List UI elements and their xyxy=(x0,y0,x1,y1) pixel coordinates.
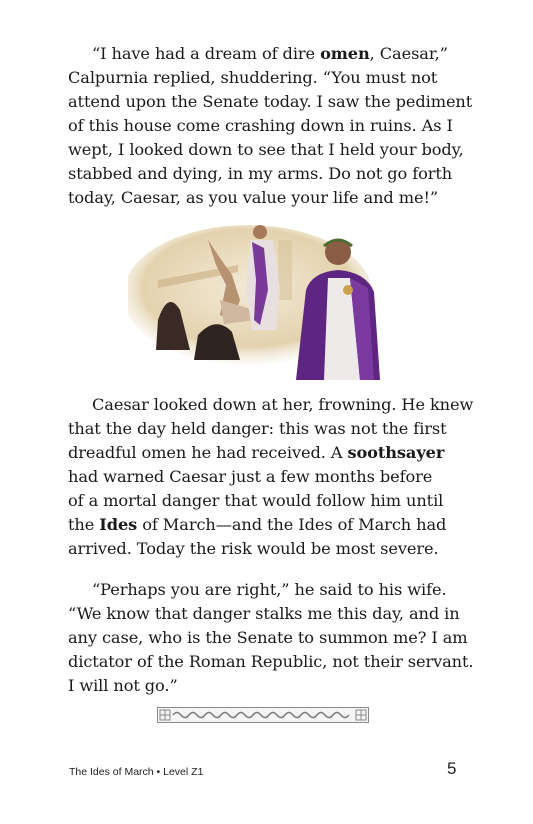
text-line: “Perhaps you are right,” he said to his wife. xyxy=(92,580,447,599)
text-line: dreadful omen he had received. A soothsayer xyxy=(68,443,445,462)
caesar-illustration xyxy=(128,220,398,385)
ornamental-divider xyxy=(157,707,369,723)
paragraph-caesar-frowning xyxy=(68,393,488,561)
text-line: dictator of the Roman Republic, not their servant. xyxy=(68,652,474,671)
text-line: “I have had a dream of dire omen, Caesar,” xyxy=(92,44,448,63)
text-line: Caesar looked down at her, frowning. He knew xyxy=(92,395,474,414)
text-line: of this house come crashing down in ruins. As I xyxy=(68,116,453,135)
text-line: any case, who is the Senate to summon me? I am xyxy=(68,628,468,647)
text-line: Calpurnia replied, shuddering. “You must not xyxy=(68,68,438,87)
text-line: “We know that danger stalks me this day, and in xyxy=(68,604,460,623)
paragraph-calpurnia-dream xyxy=(68,42,488,210)
paragraph-caesar-reply xyxy=(68,578,488,698)
text-line: the Ides of March—and the Ides of March had xyxy=(68,515,447,534)
text-line: wept, I looked down to see that I held your body, xyxy=(68,140,464,159)
text-line: of a mortal danger that would follow him until xyxy=(68,491,444,510)
footer-book-title: The Ides of March • Level Z1 xyxy=(69,766,204,778)
text-line: attend upon the Senate today. I saw the pediment xyxy=(68,92,473,111)
text-line: had warned Caesar just a few months before xyxy=(68,467,433,486)
text-line: I will not go.” xyxy=(68,676,178,695)
page-number: 5 xyxy=(447,759,457,778)
text-line: arrived. Today the risk would be most severe. xyxy=(68,539,439,558)
text-line: today, Caesar, as you value your life and me!” xyxy=(68,188,439,207)
text-line: that the day held danger: this was not the first xyxy=(68,419,447,438)
text-line: stabbed and dying, in my arms. Do not go forth xyxy=(68,164,453,183)
